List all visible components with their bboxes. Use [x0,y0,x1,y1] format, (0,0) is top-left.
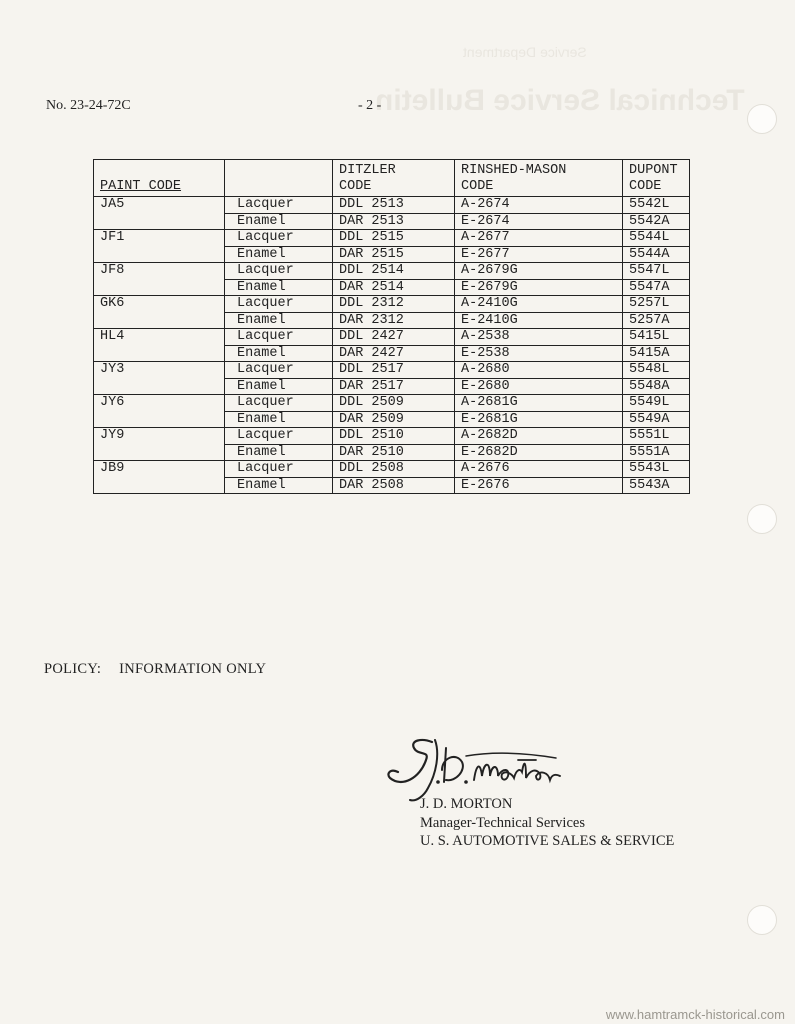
finish-type-cell: Enamel [225,345,333,362]
ditzler-code-cell: DDL 2513 [333,197,455,214]
table-row [94,444,690,461]
dupont-code-cell: 5551L [623,428,690,445]
finish-type-cell: Enamel [225,477,333,494]
finish-type-cell: Lacquer [225,362,333,379]
table-row [94,213,690,230]
policy-label: POLICY: [44,661,102,677]
ditzler-code-cell: DAR 2508 [333,477,455,494]
table-row [94,362,690,379]
rinshed-mason-code-cell: A-2680 [455,362,623,379]
dupont-code-cell: 5551A [623,444,690,461]
dupont-code-cell: 5257L [623,296,690,313]
column-header-rinshed-mason: RINSHED-MASON CODE [455,160,623,197]
finish-type-cell: Lacquer [225,428,333,445]
paint-code-cell [94,477,225,494]
finish-type-cell: Lacquer [225,461,333,478]
column-header-dupont: DUPONT CODE [623,160,690,197]
paint-code-cell: JA5 [100,197,125,212]
signatory-organization: U. S. AUTOMOTIVE SALES & SERVICE [420,833,675,849]
policy-statement [44,661,280,678]
table-row [94,477,690,494]
dupont-code-cell: 5543A [623,477,690,494]
rinshed-mason-code-cell: A-2674 [455,197,623,214]
paint-code-cell: HL4 [100,329,125,344]
ditzler-code-cell: DAR 2510 [333,444,455,461]
paint-code-cell: JY9 [100,428,125,443]
rinshed-mason-code-cell: E-2680 [455,378,623,395]
policy-value: INFORMATION ONLY [119,661,267,677]
ditzler-code-cell: DAR 2515 [333,246,455,263]
paint-code-cell: JY3 [100,362,125,377]
finish-type-cell: Enamel [225,246,333,263]
table-row [94,395,690,412]
finish-type-cell: Lacquer [225,395,333,412]
dupont-code-cell: 5549L [623,395,690,412]
rinshed-mason-code-cell: E-2410G [455,312,623,329]
ditzler-code-cell: DAR 2514 [333,279,455,296]
rinshed-mason-code-cell: E-2677 [455,246,623,263]
rinshed-mason-code-cell: A-2410G [455,296,623,313]
table-row [94,230,690,247]
rinshed-mason-code-cell: A-2681G [455,395,623,412]
finish-type-cell: Lacquer [225,230,333,247]
finish-type-cell: Enamel [225,411,333,428]
paint-code-cell [94,246,225,263]
dupont-code-cell: 5257A [623,312,690,329]
paint-code-cell [94,444,225,461]
dupont-code-cell: 5415A [623,345,690,362]
dupont-code-cell: 5548A [623,378,690,395]
finish-type-cell: Lacquer [225,197,333,214]
finish-type-cell: Enamel [225,444,333,461]
rinshed-mason-code-cell: A-2679G [455,263,623,280]
paint-code-table [93,159,690,494]
signatory-title: Manager-Technical Services [420,814,585,831]
paint-code-cell [94,279,225,296]
finish-type-cell: Lacquer [225,329,333,346]
finish-type-cell: Lacquer [225,296,333,313]
ditzler-code-cell: DAR 2517 [333,378,455,395]
table-row [94,197,690,214]
paint-code-cell [94,345,225,362]
finish-type-cell: Enamel [225,378,333,395]
rinshed-mason-code-cell: E-2674 [455,213,623,230]
bleed-through-department: Service Department [463,44,587,60]
paint-code-cell: JY6 [100,395,125,410]
ditzler-code-cell: DAR 2509 [333,411,455,428]
ditzler-code-cell: DDL 2509 [333,395,455,412]
finish-type-cell: Lacquer [225,263,333,280]
rinshed-mason-code-cell: E-2679G [455,279,623,296]
signatory-name: J. D. MORTON [420,796,513,812]
bulletin-number: No. 23-24-72C [46,98,131,113]
table-row [94,378,690,395]
table-row [94,345,690,362]
dupont-code-cell: 5544A [623,246,690,263]
source-watermark: www.hamtramck-historical.com [605,1007,785,1022]
table-row [94,246,690,263]
ditzler-code-cell: DAR 2312 [333,312,455,329]
paint-code-cell [94,411,225,428]
table-row [94,411,690,428]
ditzler-code-cell: DDL 2517 [333,362,455,379]
finish-type-cell: Enamel [225,312,333,329]
dupont-code-cell: 5543L [623,461,690,478]
paint-code-cell: JF1 [100,230,125,245]
signature-block [420,795,674,851]
ditzler-code-cell: DAR 2513 [333,213,455,230]
column-header-paint-code: PAINT CODE [94,160,225,197]
table-row [94,263,690,280]
table-row [94,461,690,478]
ditzler-code-cell: DDL 2514 [333,263,455,280]
rinshed-mason-code-cell: A-2538 [455,329,623,346]
ditzler-code-cell: DDL 2510 [333,428,455,445]
rinshed-mason-code-cell: E-2682D [455,444,623,461]
ditzler-code-cell: DDL 2515 [333,230,455,247]
column-header-type [225,160,333,197]
dupont-code-cell: 5415L [623,329,690,346]
page-number: - 2 - [358,98,382,113]
table-row [94,312,690,329]
paint-code-cell: JB9 [100,461,125,476]
rinshed-mason-code-cell: A-2677 [455,230,623,247]
punch-hole [747,905,777,935]
rinshed-mason-code-cell: E-2676 [455,477,623,494]
ditzler-code-cell: DDL 2312 [333,296,455,313]
bleed-through-title: Technical Service Bulletin [375,84,745,117]
column-header-ditzler: DITZLER CODE [333,160,455,197]
rinshed-mason-code-cell: E-2538 [455,345,623,362]
finish-type-cell: Enamel [225,213,333,230]
paint-code-cell [94,378,225,395]
paint-code-cell: GK6 [100,296,125,311]
dupont-code-cell: 5549A [623,411,690,428]
ditzler-code-cell: DDL 2427 [333,329,455,346]
dupont-code-cell: 5542A [623,213,690,230]
table-row [94,279,690,296]
punch-hole [747,504,777,534]
table-row [94,296,690,313]
ditzler-code-cell: DAR 2427 [333,345,455,362]
rinshed-mason-code-cell: A-2682D [455,428,623,445]
table-row [94,329,690,346]
dupont-code-cell: 5542L [623,197,690,214]
paint-code-cell [94,213,225,230]
dupont-code-cell: 5548L [623,362,690,379]
punch-hole [747,104,777,134]
table-row [94,428,690,445]
dupont-code-cell: 5547L [623,263,690,280]
ditzler-code-cell: DDL 2508 [333,461,455,478]
paint-code-cell [94,312,225,329]
finish-type-cell: Enamel [225,279,333,296]
rinshed-mason-code-cell: A-2676 [455,461,623,478]
dupont-code-cell: 5544L [623,230,690,247]
paint-code-cell: JF8 [100,263,125,278]
rinshed-mason-code-cell: E-2681G [455,411,623,428]
dupont-code-cell: 5547A [623,279,690,296]
